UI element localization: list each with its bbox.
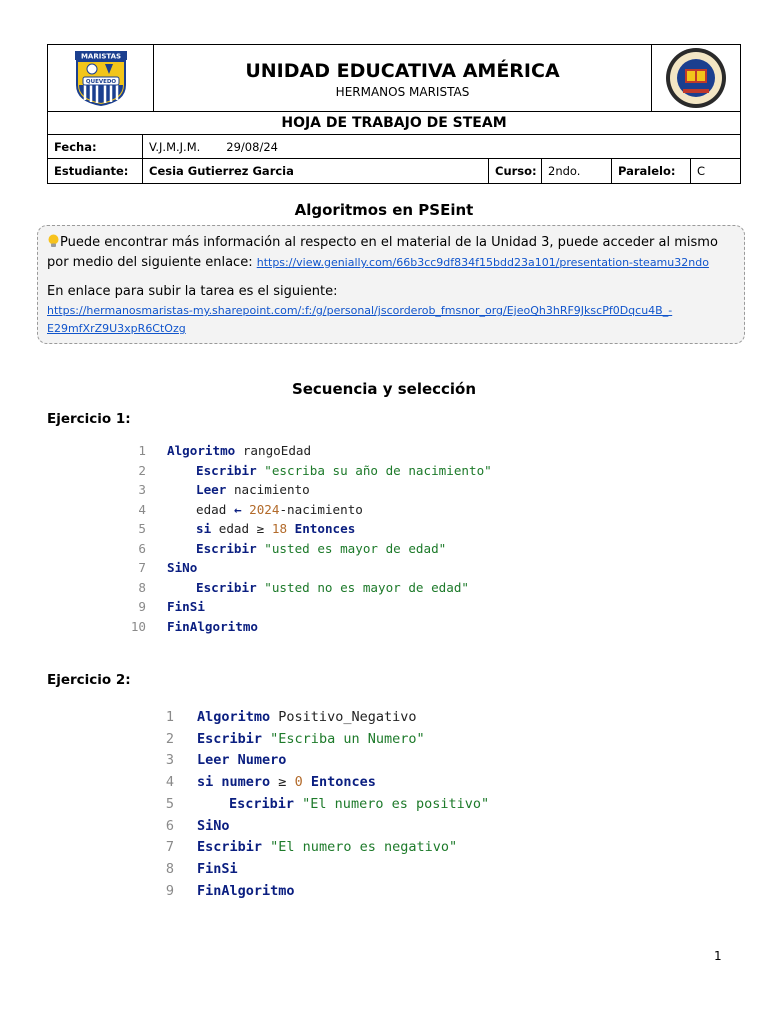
school-logo bbox=[48, 45, 154, 111]
fecha-code: V.J.M.J.M. bbox=[149, 139, 201, 154]
school-seal bbox=[652, 45, 740, 111]
fecha-field bbox=[143, 135, 740, 158]
section-title-secuencia: Secuencia y selección bbox=[291, 380, 477, 398]
school-title-block bbox=[154, 45, 652, 111]
genially-link[interactable]: https://view.genially.com/66b3cc9df834f15bdd23a101/presentation-steamu32ndo bbox=[256, 256, 709, 269]
note-text-2: En enlace para subir la tarea es el siguiente: bbox=[47, 284, 338, 299]
exercise-1-label: Ejercicio 1: bbox=[47, 411, 131, 427]
sharepoint-link-line2: E29mfXrZ9U3xpR6CtOzg bbox=[47, 322, 186, 335]
fecha-label: Fecha: bbox=[48, 135, 143, 158]
sharepoint-link-line1: https://hermanosmaristas-my.sharepoint.com/:f:/g/personal/jscorderob_fmsnor_org/EjeoQh3hRF9JkscPf0Dqcu4B_- bbox=[47, 304, 673, 317]
lightbulb-icon bbox=[47, 234, 60, 248]
paralelo-label: Paralelo: bbox=[612, 159, 691, 183]
curso-label: Curso: bbox=[489, 159, 542, 183]
code-block-1: 1 Algoritmo rangoEdad 2 Escribir "escriba su año de nacimiento" 3 Leer nacimiento 4 edad ← 2024-nacimiento 5 si edad ≥ 18 Entonces 6 Escribir "usted es mayor de edad" 7 SiNo 8 Escribir "usted no es mayor de edad" 9 FinSi 10 FinAlgoritmo bbox=[130, 443, 492, 634]
svg-text:QUEVEDO: QUEVEDO bbox=[85, 79, 116, 85]
school-name: UNIDAD EDUCATIVA AMÉRICA bbox=[245, 59, 560, 82]
svg-text:MARISTAS: MARISTAS bbox=[80, 52, 121, 61]
curso-value: 2ndo. bbox=[542, 159, 612, 183]
estudiante-value: Cesia Gutierrez Garcia bbox=[143, 159, 489, 183]
sharepoint-link-block bbox=[47, 302, 735, 338]
fecha-value: 29/08/24 bbox=[226, 139, 278, 154]
estudiante-label: Estudiante: bbox=[48, 159, 143, 183]
paralelo-value: C bbox=[697, 164, 706, 178]
info-note bbox=[37, 225, 745, 344]
sheet-title: HOJA DE TRABAJO DE STEAM bbox=[281, 115, 507, 131]
school-subtitle: HERMANOS MARISTAS bbox=[335, 84, 470, 99]
note-text-1: Puede encontrar más información al respecto en el material de la Unidad 3, puede acceder al mismo por medio del siguiente enlace: bbox=[47, 235, 718, 270]
exercise-2-label: Ejercicio 2: bbox=[47, 672, 131, 688]
code-block-2: 1 Algoritmo Positivo_Negativo 2 Escribir "Escriba un Numero" 3 Leer Numero 4 si numero ≥ 0 Entonces 5 Escribir "El numero es positivo" 6 SiNo 7 Escribir "El numero es negativo" 8 FinSi 9 FinAlgoritmo bbox=[165, 709, 490, 899]
sharepoint-link[interactable] bbox=[47, 304, 672, 335]
page-number: 1 bbox=[714, 949, 722, 963]
note-paragraph-1 bbox=[47, 233, 735, 273]
section-title-pseint: Algoritmos en PSEint bbox=[294, 201, 474, 219]
header-table bbox=[47, 44, 741, 184]
